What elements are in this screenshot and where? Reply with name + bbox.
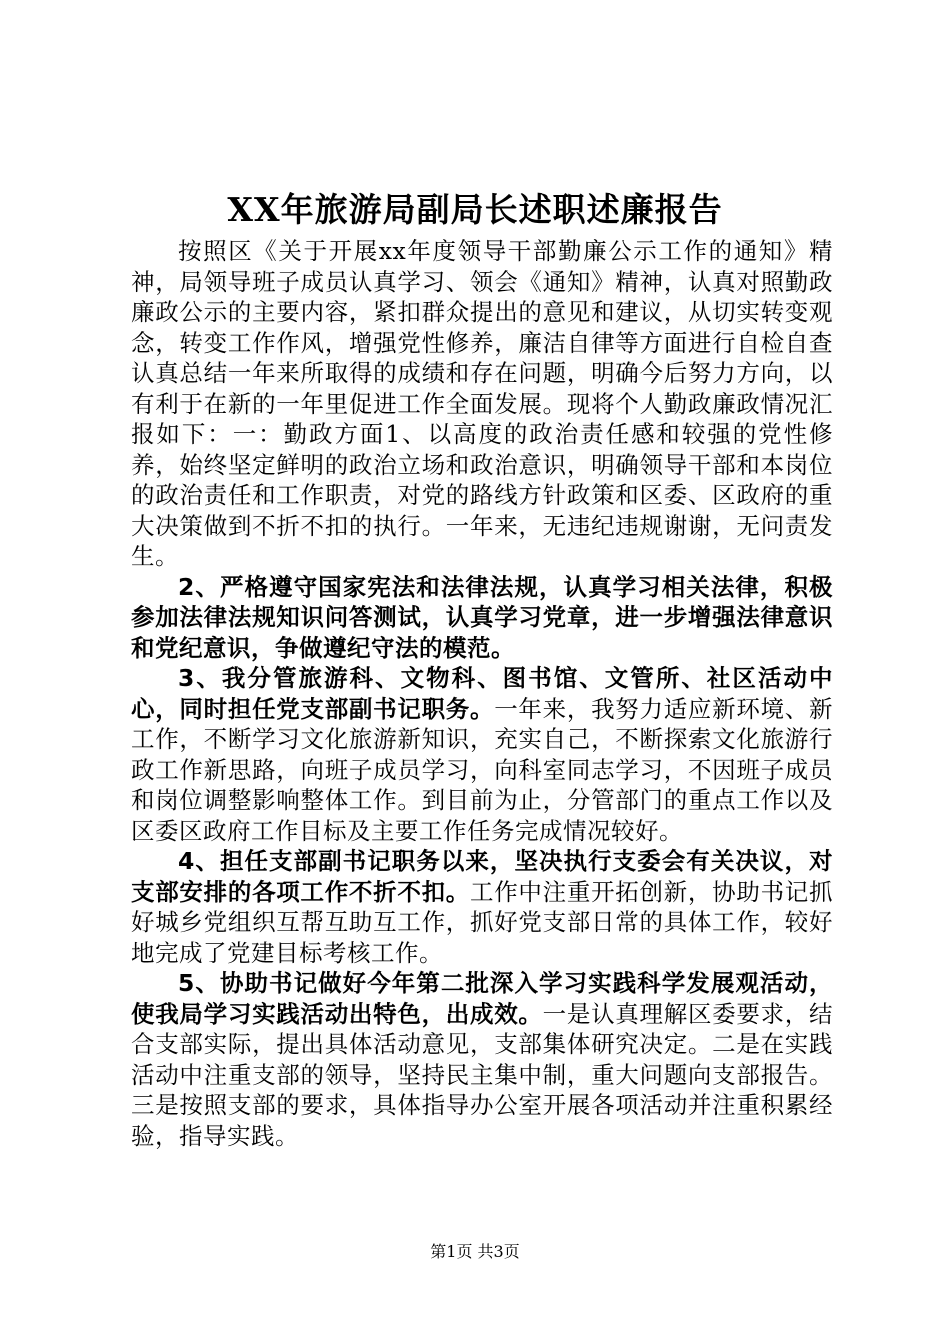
paragraph-lead: 5、协助书记做好今年第二批深入学习实践科学发展观活动，使我局学习实践活动出特色，出成效。 (131, 969, 833, 1028)
paragraph-text: 按照区《关于开展xx年度领导干部勤廉公示工作的通知》精神，局领导班子成员认真学习、领会《通知》精神，认真对照勤政廉政公示的主要内容，紧扣群众提出的意见和建议，从切实转变观念，转变工作作风，增强党性修养，廉洁自律等方面进行自检自查认真总结一年来所取得的成绩和存在问题，明确今后努力方向，以有利于在新的一年里促进工作全面发展。现将个人勤政廉政情况汇报如下：一：勤政方面1、以高度的政治责任感和较强的党性修养，始终坚定鲜明的政治立场和政治意识，明确领导干部和本岗位的政治责任和工作职责，对党的路线方针政策和区委、区政府的重大决策做到不折不扣的执行。一年来，无违纪违规谢谢，无问责发生。 (131, 237, 833, 570)
document-body (131, 236, 833, 1151)
paragraph-1 (131, 236, 833, 572)
paragraph-5 (131, 968, 833, 1151)
paragraph-lead: 3、我分管旅游科、文物科、图书馆、文管所、社区活动中心，同时担任党支部副书记职务。 (131, 664, 833, 723)
paragraph-text: 一年来，我努力适应新环境、新工作，不断学习文化旅游新知识，充实自己，不断探索文化旅游行政工作新思路，向班子成员学习，向科室同志学习，不因班子成员和岗位调整影响整体工作。到目前为止，分管部门的重点工作以及区委区政府工作目标及主要工作任务完成情况较好。 (131, 694, 834, 845)
paragraph-2 (131, 572, 833, 664)
document-title: XX年旅游局副局长述职述廉报告 (227, 190, 723, 229)
paragraph-text: 一是认真理解区委要求，结合支部实际，提出具体活动意见，支部集体研究决定。二是在实践活动中注重支部的领导，坚持民主集中制，重大问题向支部报告。三是按照支部的要求，具体指导办公室开展各项活动并注重积累经验，指导实践。 (131, 999, 834, 1150)
paragraph-lead: 4、担任支部副书记职务以来，坚决执行支委会有关决议，对支部安排的各项工作不折不扣。 (131, 847, 833, 906)
paragraph-text: 工作中注重开拓创新，协助书记抓好城乡党组织互帮互助互工作，抓好党支部日常的具体工作，较好地完成了党建目标考核工作。 (131, 877, 833, 967)
paragraph-4 (131, 846, 833, 968)
page-footer: 第1页 共3页 (430, 1242, 520, 1261)
paragraph-lead: 2、严格遵守国家宪法和法律法规，认真学习相关法律，积极参加法律法规知识问答测试，认真学习党章，进一步增强法律意识和党纪意识，争做遵纪守法的模范。 (131, 572, 833, 662)
paragraph-3 (131, 663, 833, 846)
